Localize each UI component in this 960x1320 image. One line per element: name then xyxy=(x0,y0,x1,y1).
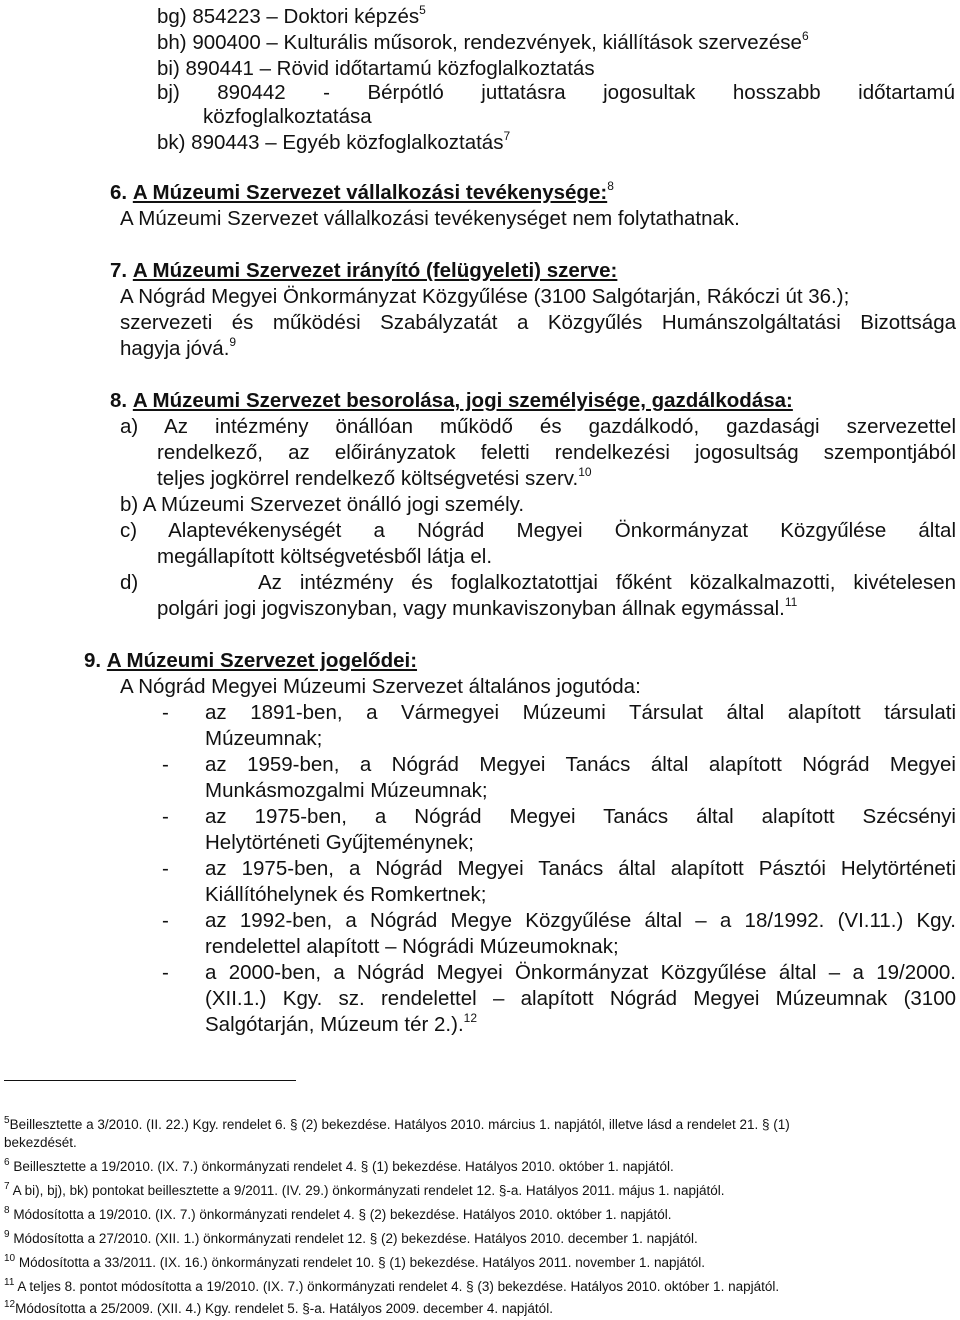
section-8-d-line2: polgári jogi jogviszonyban, vagy munkaviszonyban állnak egymással.$^{11}$ xyxy=(157,595,798,620)
list-item-bk: bk) 890443 – Egyéb közfoglalkoztatás$^7$ xyxy=(157,129,511,154)
section-9-title: A Múzeumi Szervezet jogelődei: xyxy=(106,649,418,672)
section-8-a-line1: a) Az intézmény önállóan működő és gazdálkodó, gazdasági szervezettel xyxy=(120,415,956,438)
section-8-number: 8. xyxy=(110,389,128,412)
section-7-heading xyxy=(110,258,617,284)
list-dash: - xyxy=(162,701,169,724)
predecessor-1-line2: Múzeumnak; xyxy=(205,727,323,750)
predecessor-6-line1: a 2000-ben, a Nógrád Megyei Önkormányzat Közgyűlése által – a 19/2000. xyxy=(205,961,956,984)
section-8-a-line2: rendelkező, az előirányzatok feletti rendelkezési jogosultság szempontjából xyxy=(157,441,956,464)
section-8-c-line2: megállapított költségvetésből látja el. xyxy=(157,545,493,568)
footnote-separator xyxy=(4,1080,296,1081)
section-9-intro: A Nógrád Megyei Múzeumi Szervezet általános jogutóda: xyxy=(120,675,641,698)
section-7-number: 7. xyxy=(110,259,128,282)
section-8-c-line1: c) Alaptevékenységét a Nógrád Megyei Önkormányzat Közgyűlése által xyxy=(120,519,956,542)
section-9-number: 9. xyxy=(84,649,102,672)
predecessor-3-line2: Helytörténeti Gyűjteménynek; xyxy=(205,831,474,854)
footnote-5-cont: bekezdését. xyxy=(4,1135,77,1150)
footnote-8: $^8$ Módosította a 19/2010. (IX. 7.) önkormányzati rendelet 4. § (2) bekezdése. Hatályos 2010. október 1. napjától. xyxy=(4,1205,672,1222)
footnote-5: $^5$Beillesztette a 3/2010. (II. 22.) Kgy. rendelet 6. § (2) bekezdése. Hatályos 2010. március 1. napjától, illetve lásd a rendelet 21. § (1) xyxy=(4,1115,790,1132)
section-8-d-label: d) xyxy=(120,571,139,594)
predecessor-4-line2: Kiállítóhelynek és Romkertnek; xyxy=(205,883,487,906)
footnote-11: $^{11}$ A teljes 8. pontot módosította a 19/2010. (IX. 7.) önkormányzati rendelet 4. § (3) bekezdése. Hatályos 2010. október 1. napjától. xyxy=(4,1277,780,1294)
list-item-bg: bg) 854223 – Doktori képzés$^5$ xyxy=(157,3,426,28)
section-7-line3: hagyja jóvá.$^9$ xyxy=(120,335,237,360)
section-8-b: b) A Múzeumi Szervezet önálló jogi személy. xyxy=(120,493,525,516)
section-6-number: 6. xyxy=(110,181,128,204)
list-dash: - xyxy=(162,753,169,776)
footnote-10: $^{10}$ Módosította a 33/2011. (IX. 16.) önkormányzati rendelet 10. § (1) bekezdése. Hatályos 2011. november 1. napjától. xyxy=(4,1253,706,1270)
footnote-9: $^9$ Módosította a 27/2010. (XII. 1.) önkormányzati rendelet 12. § (2) bekezdése. Hatályos 2010. december 1. napjától. xyxy=(4,1229,698,1246)
section-8-heading xyxy=(110,388,793,414)
predecessor-6-line3: Salgótarján, Múzeum tér 2.).$^{12}$ xyxy=(205,1011,478,1036)
predecessor-2-line2: Munkásmozgalmi Múzeumnak; xyxy=(205,779,488,802)
section-8-title: A Múzeumi Szervezet besorolása, jogi személyisége, gazdálkodása: xyxy=(132,389,793,412)
predecessor-1-line1: az 1891-ben, a Vármegyei Múzeumi Társulat által alapított társulati xyxy=(205,701,956,724)
section-8-a-line3: teljes jogkörrel rendelkező költségvetési szerv.$^{10}$ xyxy=(157,465,592,490)
footnote-7: $^7$ A bi), bj), bk) pontokat beillesztette a 9/2011. (IV. 29.) önkormányzati rendelet 12. §-a. Hatályos 2011. május 1. napjától. xyxy=(4,1181,725,1198)
list-item-bj: bj) 890442 - Bérpótló juttatásra jogosultak hosszabb időtartamú xyxy=(157,81,955,104)
section-9-heading xyxy=(84,648,417,674)
list-item-bh: bh) 900400 – Kulturális műsorok, rendezvények, kiállítások szervezése$^6$ xyxy=(157,29,809,54)
section-6-body: A Múzeumi Szervezet vállalkozási tevékenységet nem folytathatnak. xyxy=(120,207,740,230)
section-7-line1: A Nógrád Megyei Önkormányzat Közgyűlése (3100 Salgótarján, Rákóczi út 36.); xyxy=(120,285,850,308)
predecessor-2-line1: az 1959-ben, a Nógrád Megyei Tanács által alapított Nógrád Megyei xyxy=(205,753,956,776)
predecessor-5-line1: az 1992-ben, a Nógrád Megye Közgyűlése által – a 18/1992. (VI.11.) Kgy. xyxy=(205,909,956,932)
list-item-bi: bi) 890441 – Rövid időtartamú közfoglalkoztatás xyxy=(157,57,595,80)
list-dash: - xyxy=(162,909,169,932)
section-7-line2: szervezeti és működési Szabályzatát a Közgyűlés Humánszolgáltatási Bizottsága xyxy=(120,311,956,334)
section-7-title: A Múzeumi Szervezet irányító (felügyeleti) szerve: xyxy=(132,259,618,282)
predecessor-6-line2: (XII.1.) Kgy. sz. rendelettel – alapított Nógrád Megyei Múzeumnak (3100 xyxy=(205,987,956,1010)
section-8-d-line1: Az intézmény és foglalkoztatottjai főként közalkalmazotti, kivételesen xyxy=(258,571,956,594)
predecessor-3-line1: az 1975-ben, a Nógrád Megyei Tanács által alapított Szécsényi xyxy=(205,805,956,828)
section-6-heading: 6. A Múzeumi Szervezet vállalkozási tevékenysége:$^8$ xyxy=(110,179,614,204)
list-dash: - xyxy=(162,805,169,828)
list-item-bj-cont: közfoglalkoztatása xyxy=(203,105,372,128)
list-dash: - xyxy=(162,857,169,880)
predecessor-4-line1: az 1975-ben, a Nógrád Megyei Tanács által alapított Pásztói Helytörténeti xyxy=(205,857,956,880)
predecessor-5-line2: rendelettel alapított – Nógrádi Múzeumoknak; xyxy=(205,935,619,958)
footnote-6: $^6$ Beillesztette a 19/2010. (IX. 7.) önkormányzati rendelet 4. § (1) bekezdése. Hatályos 2010. október 1. napjától. xyxy=(4,1157,674,1174)
section-6-title: A Múzeumi Szervezet vállalkozási tevékenysége: xyxy=(132,181,608,204)
list-dash: - xyxy=(162,961,169,984)
footnote-12: $^{12}$Módosította a 25/2009. (XII. 4.) Kgy. rendelet 5. §-a. Hatályos 2009. december 4. napjától. xyxy=(4,1299,553,1316)
